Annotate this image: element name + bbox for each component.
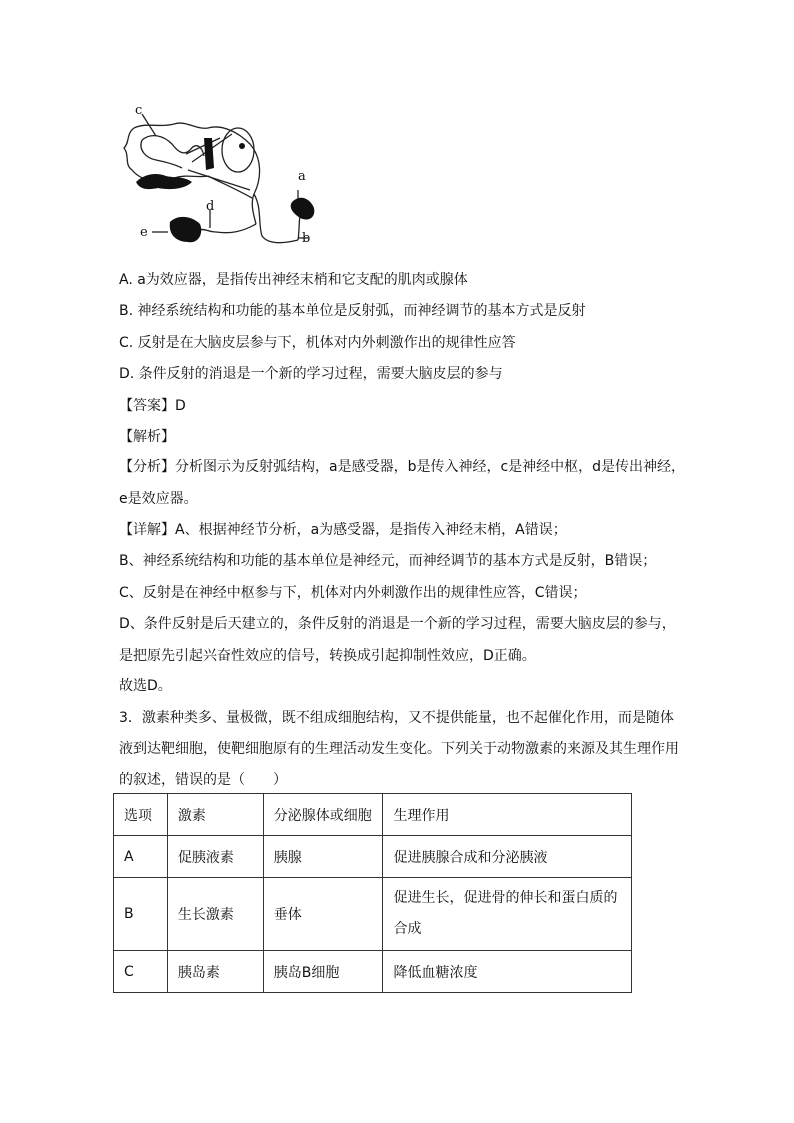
table-row <box>114 951 632 993</box>
question3-line-2: 液到达靶细胞，使靶细胞原有的生理活动发生变化。下列关于动物激素的来源及其生理作用 <box>119 741 679 757</box>
question3-line-1: 3．激素种类多、量极微，既不组成细胞结构，又不提供能量，也不起催化作用，而是随体 <box>119 710 674 726</box>
option-b: B. 神经系统结构和功能的基本单位是反射弧，而神经调节的基本方式是反射 <box>119 303 586 319</box>
table-row <box>114 836 632 878</box>
header-effect: 生理作用 <box>383 794 632 836</box>
detail-c: C、反射是在神经中枢参与下，机体对内外刺激作出的规律性应答，C错误； <box>119 585 587 601</box>
hormone-table <box>113 793 632 993</box>
label-e: e <box>140 225 148 240</box>
cell-hormone: 胰岛素 <box>167 951 263 993</box>
answer: 【答案】D <box>119 398 186 414</box>
analysis-header: 【解析】 <box>119 429 175 445</box>
cell-option: A <box>114 836 168 878</box>
cell-source: 垂体 <box>263 878 383 951</box>
label-b: b <box>302 231 311 246</box>
header-source: 分泌腺体或细胞 <box>263 794 383 836</box>
cell-effect: 降低血糖浓度 <box>383 951 632 993</box>
cell-source: 胰腺 <box>263 836 383 878</box>
question3-line-3: 的叙述，错误的是（ ） <box>119 772 287 788</box>
cell-effect-line-2: 合成 <box>393 921 422 937</box>
cell-hormone: 生长激素 <box>167 878 263 951</box>
cell-source: 胰岛B细胞 <box>263 951 383 993</box>
detail-a: 【详解】A、根据神经节分析，a为感受器，是指传入神经末梢，A错误； <box>119 522 567 538</box>
detail-b: B、神经系统结构和功能的基本单位是神经元，而神经调节的基本方式是反射，B错误； <box>119 553 657 569</box>
conclusion: 故选D。 <box>119 678 172 694</box>
cell-option: C <box>114 951 168 993</box>
option-a: A. a为效应器，是指传出神经末梢和它支配的肌肉或腺体 <box>119 272 468 288</box>
table-header-row <box>114 794 632 836</box>
fenxi-line-2: e是效应器。 <box>119 491 198 507</box>
option-c: C. 反射是在大脑皮层参与下，机体对内外刺激作出的规律性应答 <box>119 335 516 351</box>
cell-option: B <box>114 878 168 951</box>
header-option: 选项 <box>114 794 168 836</box>
table-row <box>114 878 632 951</box>
reflex-arc-diagram <box>112 98 338 258</box>
detail-d-line-1: D、条件反射是后天建立的，条件反射的消退是一个新的学习过程，需要大脑皮层的参与， <box>119 616 676 632</box>
header-hormone: 激素 <box>167 794 263 836</box>
cell-effect <box>383 878 632 951</box>
option-d: D. 条件反射的消退是一个新的学习过程，需要大脑皮层的参与 <box>119 366 503 382</box>
fenxi-line-1: 【分析】分析图示为反射弧结构，a是感受器，b是传入神经，c是神经中枢，d是传出神经， <box>119 459 686 475</box>
label-d: d <box>206 199 215 214</box>
cell-hormone: 促胰液素 <box>167 836 263 878</box>
detail-d-line-2: 是把原先引起兴奋性效应的信号，转换成引起抑制性效应，D正确。 <box>119 648 536 664</box>
label-c: c <box>135 103 143 118</box>
cell-effect: 促进胰腺合成和分泌胰液 <box>383 836 632 878</box>
label-a: a <box>298 169 306 184</box>
cell-effect-line-1: 促进生长，促进骨的伸长和蛋白质的 <box>393 890 618 906</box>
